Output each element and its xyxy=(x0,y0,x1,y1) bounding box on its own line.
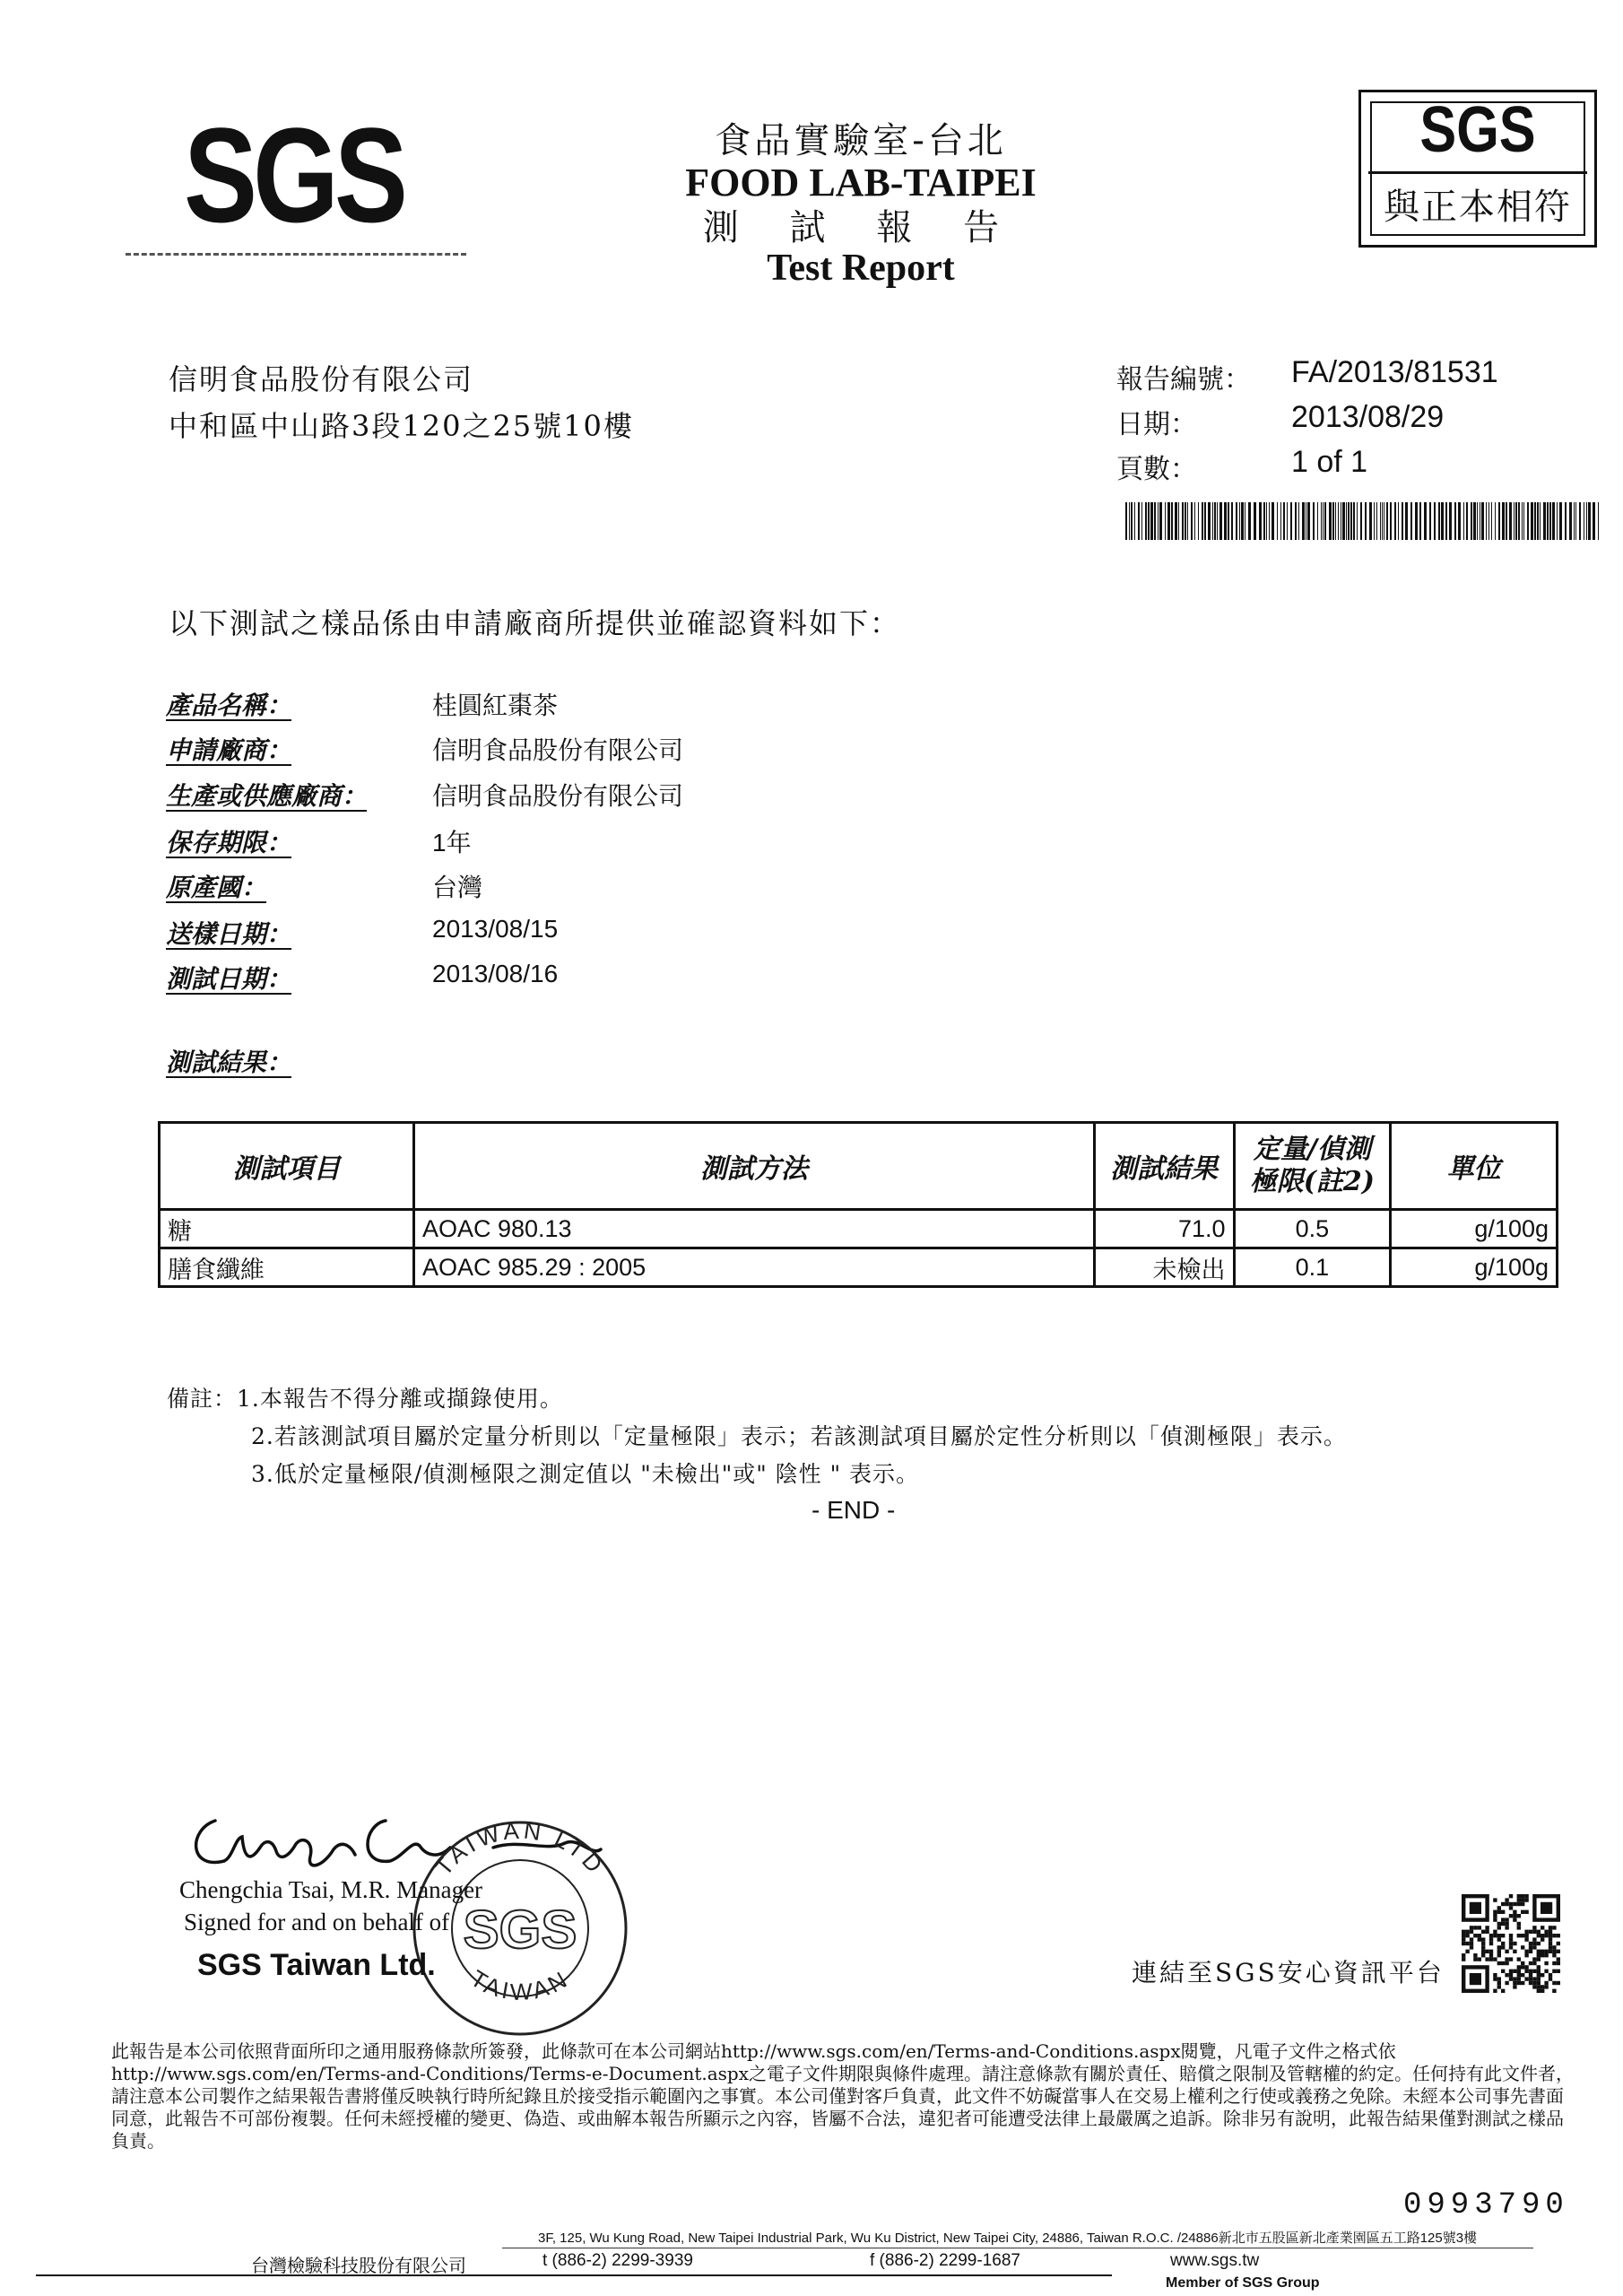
report-title-en: Test Report xyxy=(767,248,955,289)
svg-text:TAIWAN LTD xyxy=(430,1817,611,1881)
cell-lod: 0.1 xyxy=(1234,1248,1391,1287)
header-test-item: 測試項目 xyxy=(160,1123,414,1210)
test-date-label: 測試日期： xyxy=(166,964,292,994)
cell-result: 未檢出 xyxy=(1094,1248,1234,1287)
bottom-divider xyxy=(36,2274,1112,2276)
table-row xyxy=(160,1210,1558,1248)
origin-value: 台灣 xyxy=(432,874,483,901)
received-date-label: 送樣日期： xyxy=(166,919,292,949)
results-title: 測試結果： xyxy=(166,1048,292,1077)
seal-top-text: TAIWAN LTD xyxy=(430,1816,611,1881)
cell-unit: g/100g xyxy=(1391,1248,1558,1287)
lab-name-en: FOOD LAB-TAIPEI xyxy=(685,161,1037,204)
origin-label: 原產國： xyxy=(166,873,267,902)
test-date-value: 2013/08/16 xyxy=(432,960,559,987)
cell-lod: 0.5 xyxy=(1234,1210,1391,1248)
seal-bottom-text: TAIWAN xyxy=(465,1964,575,2005)
report-date: 2013/08/29 xyxy=(1291,400,1445,434)
certified-copy-stamp xyxy=(1358,90,1597,248)
manufacturer-label: 生產或供應廠商： xyxy=(166,781,368,811)
cell-unit: g/100g xyxy=(1391,1210,1558,1248)
cell-method: AOAC 980.13 xyxy=(413,1210,1094,1248)
received-date-value: 2013/08/15 xyxy=(432,915,559,943)
svg-text:TAIWAN xyxy=(466,1964,575,2005)
member-of-group: Member of SGS Group xyxy=(1166,2275,1320,2291)
note-3: 3.低於定量極限/偵測極限之測定值以 "未檢出"或" 陰性 " 表示。 xyxy=(251,1461,920,1487)
footer-address: 3F, 125, Wu Kung Road, New Taipei Industrial Park, Wu Ku District, New Taipei City, 24886, Taiwan R.O.C. /24886新北市五股區新北產業園區五工路125號3樓 xyxy=(538,2231,1478,2246)
qr-label: 連結至SGS安心資訊平台 xyxy=(1132,1958,1445,1987)
disclaimer-text: 此報告是本公司依照背面所印之通用服務條款所簽發，此條款可在本公司網站http://www.sgs.com/en/Terms-and-Conditions.aspx閱覽，凡電子文件之格式依http://www.sgs.com/en/Terms-and-Conditions/Terms-e-Document.aspx之電子文件期限與條件處理。請注意條款有關於責任、賠償之限制及管轄權的約定。任何持有此文件者，請注意本公司製作之結果報告書將僅反映執行時所紀錄且於接受指示範圍內之事實。本公司僅對客戶負責，此文件不妨礙當事人在交易上權利之行使或義務之免除。未經本公司事先書面同意，此報告不可部份複製。任何未經授權的變更、偽造、或曲解本報告所顯示之內容，皆屬不合法，違犯者可能遭受法律上最嚴厲之追訴。除非另有說明，此報告結果僅對測試之樣品負責。 xyxy=(111,2040,1574,2152)
footer-fax: f (886-2) 2299-1687 xyxy=(870,2251,1020,2270)
header-unit: 單位 xyxy=(1391,1123,1558,1210)
barcode xyxy=(1125,502,1601,540)
table-header-row xyxy=(160,1123,1558,1210)
stamp-text: 與正本相符 xyxy=(1384,187,1572,228)
stamp-logo: SGS xyxy=(1419,94,1536,166)
cell-result: 71.0 xyxy=(1094,1210,1234,1248)
product-name-value: 桂圓紅棗茶 xyxy=(432,691,559,719)
end-marker: - END - xyxy=(812,1496,896,1524)
header-test-method: 測試方法 xyxy=(413,1123,1094,1210)
report-number-label: 報告編號： xyxy=(1116,364,1251,396)
table-row xyxy=(160,1248,1558,1287)
qr-code xyxy=(1462,1894,1560,1993)
intro-text: 以下測試之樣品係由申請廠商所提供並確認資料如下： xyxy=(169,606,901,640)
lab-name-zh: 食品實驗室-台北 xyxy=(715,120,1007,161)
header-lod-line1: 定量/偵測 xyxy=(1253,1134,1371,1165)
manufacturer-value: 信明食品股份有限公司 xyxy=(432,782,684,810)
footer-company: 台灣檢驗科技股份有限公司 xyxy=(251,2255,466,2276)
applicant-value: 信明食品股份有限公司 xyxy=(432,736,684,764)
footer-website: www.sgs.tw xyxy=(1170,2251,1260,2270)
date-label: 日期： xyxy=(1116,409,1197,440)
company-address: 中和區中山路3段120之25號10樓 xyxy=(169,409,634,443)
shelf-life-value: 1年 xyxy=(432,829,472,857)
signing-company: SGS Taiwan Ltd. xyxy=(197,1948,436,1982)
note-1: 備註：1.本報告不得分離或擷錄使用。 xyxy=(167,1386,563,1412)
pages-label: 頁數： xyxy=(1116,454,1197,485)
report-title-zh: 測 試 報 告 xyxy=(702,207,1020,248)
header-test-result: 測試結果 xyxy=(1094,1123,1234,1210)
applicant-label: 申請廠商： xyxy=(166,735,292,765)
cell-method: AOAC 985.29 : 2005 xyxy=(413,1248,1094,1287)
results-table xyxy=(158,1121,1558,1288)
serial-number: 0993790 xyxy=(1403,2188,1569,2222)
shelf-life-label: 保存期限： xyxy=(166,828,292,857)
page-count: 1 of 1 xyxy=(1291,445,1368,479)
signed-on-behalf: Signed for and on behalf of xyxy=(184,1909,450,1935)
signer-name: Chengchia Tsai, M.R. Manager xyxy=(179,1876,483,1903)
header-lod-line2: 極限(註2) xyxy=(1249,1166,1375,1197)
footer-phone: t (886-2) 2299-3939 xyxy=(542,2251,693,2270)
report-number: FA/2013/81531 xyxy=(1291,355,1498,389)
seal-center-text: SGS xyxy=(463,1900,577,1960)
sgs-logo: SGS xyxy=(184,100,404,250)
cell-item: 糖 xyxy=(160,1210,414,1248)
cell-item: 膳食纖維 xyxy=(160,1248,414,1287)
company-name: 信明食品股份有限公司 xyxy=(169,362,474,396)
product-name-label: 產品名稱： xyxy=(166,691,292,720)
logo-divider xyxy=(126,253,466,256)
note-2: 2.若該測試項目屬於定量分析則以「定量極限」表示；若該測試項目屬於定性分析則以「偵測極限」表示。 xyxy=(251,1423,1347,1449)
header-lod xyxy=(1234,1123,1391,1210)
